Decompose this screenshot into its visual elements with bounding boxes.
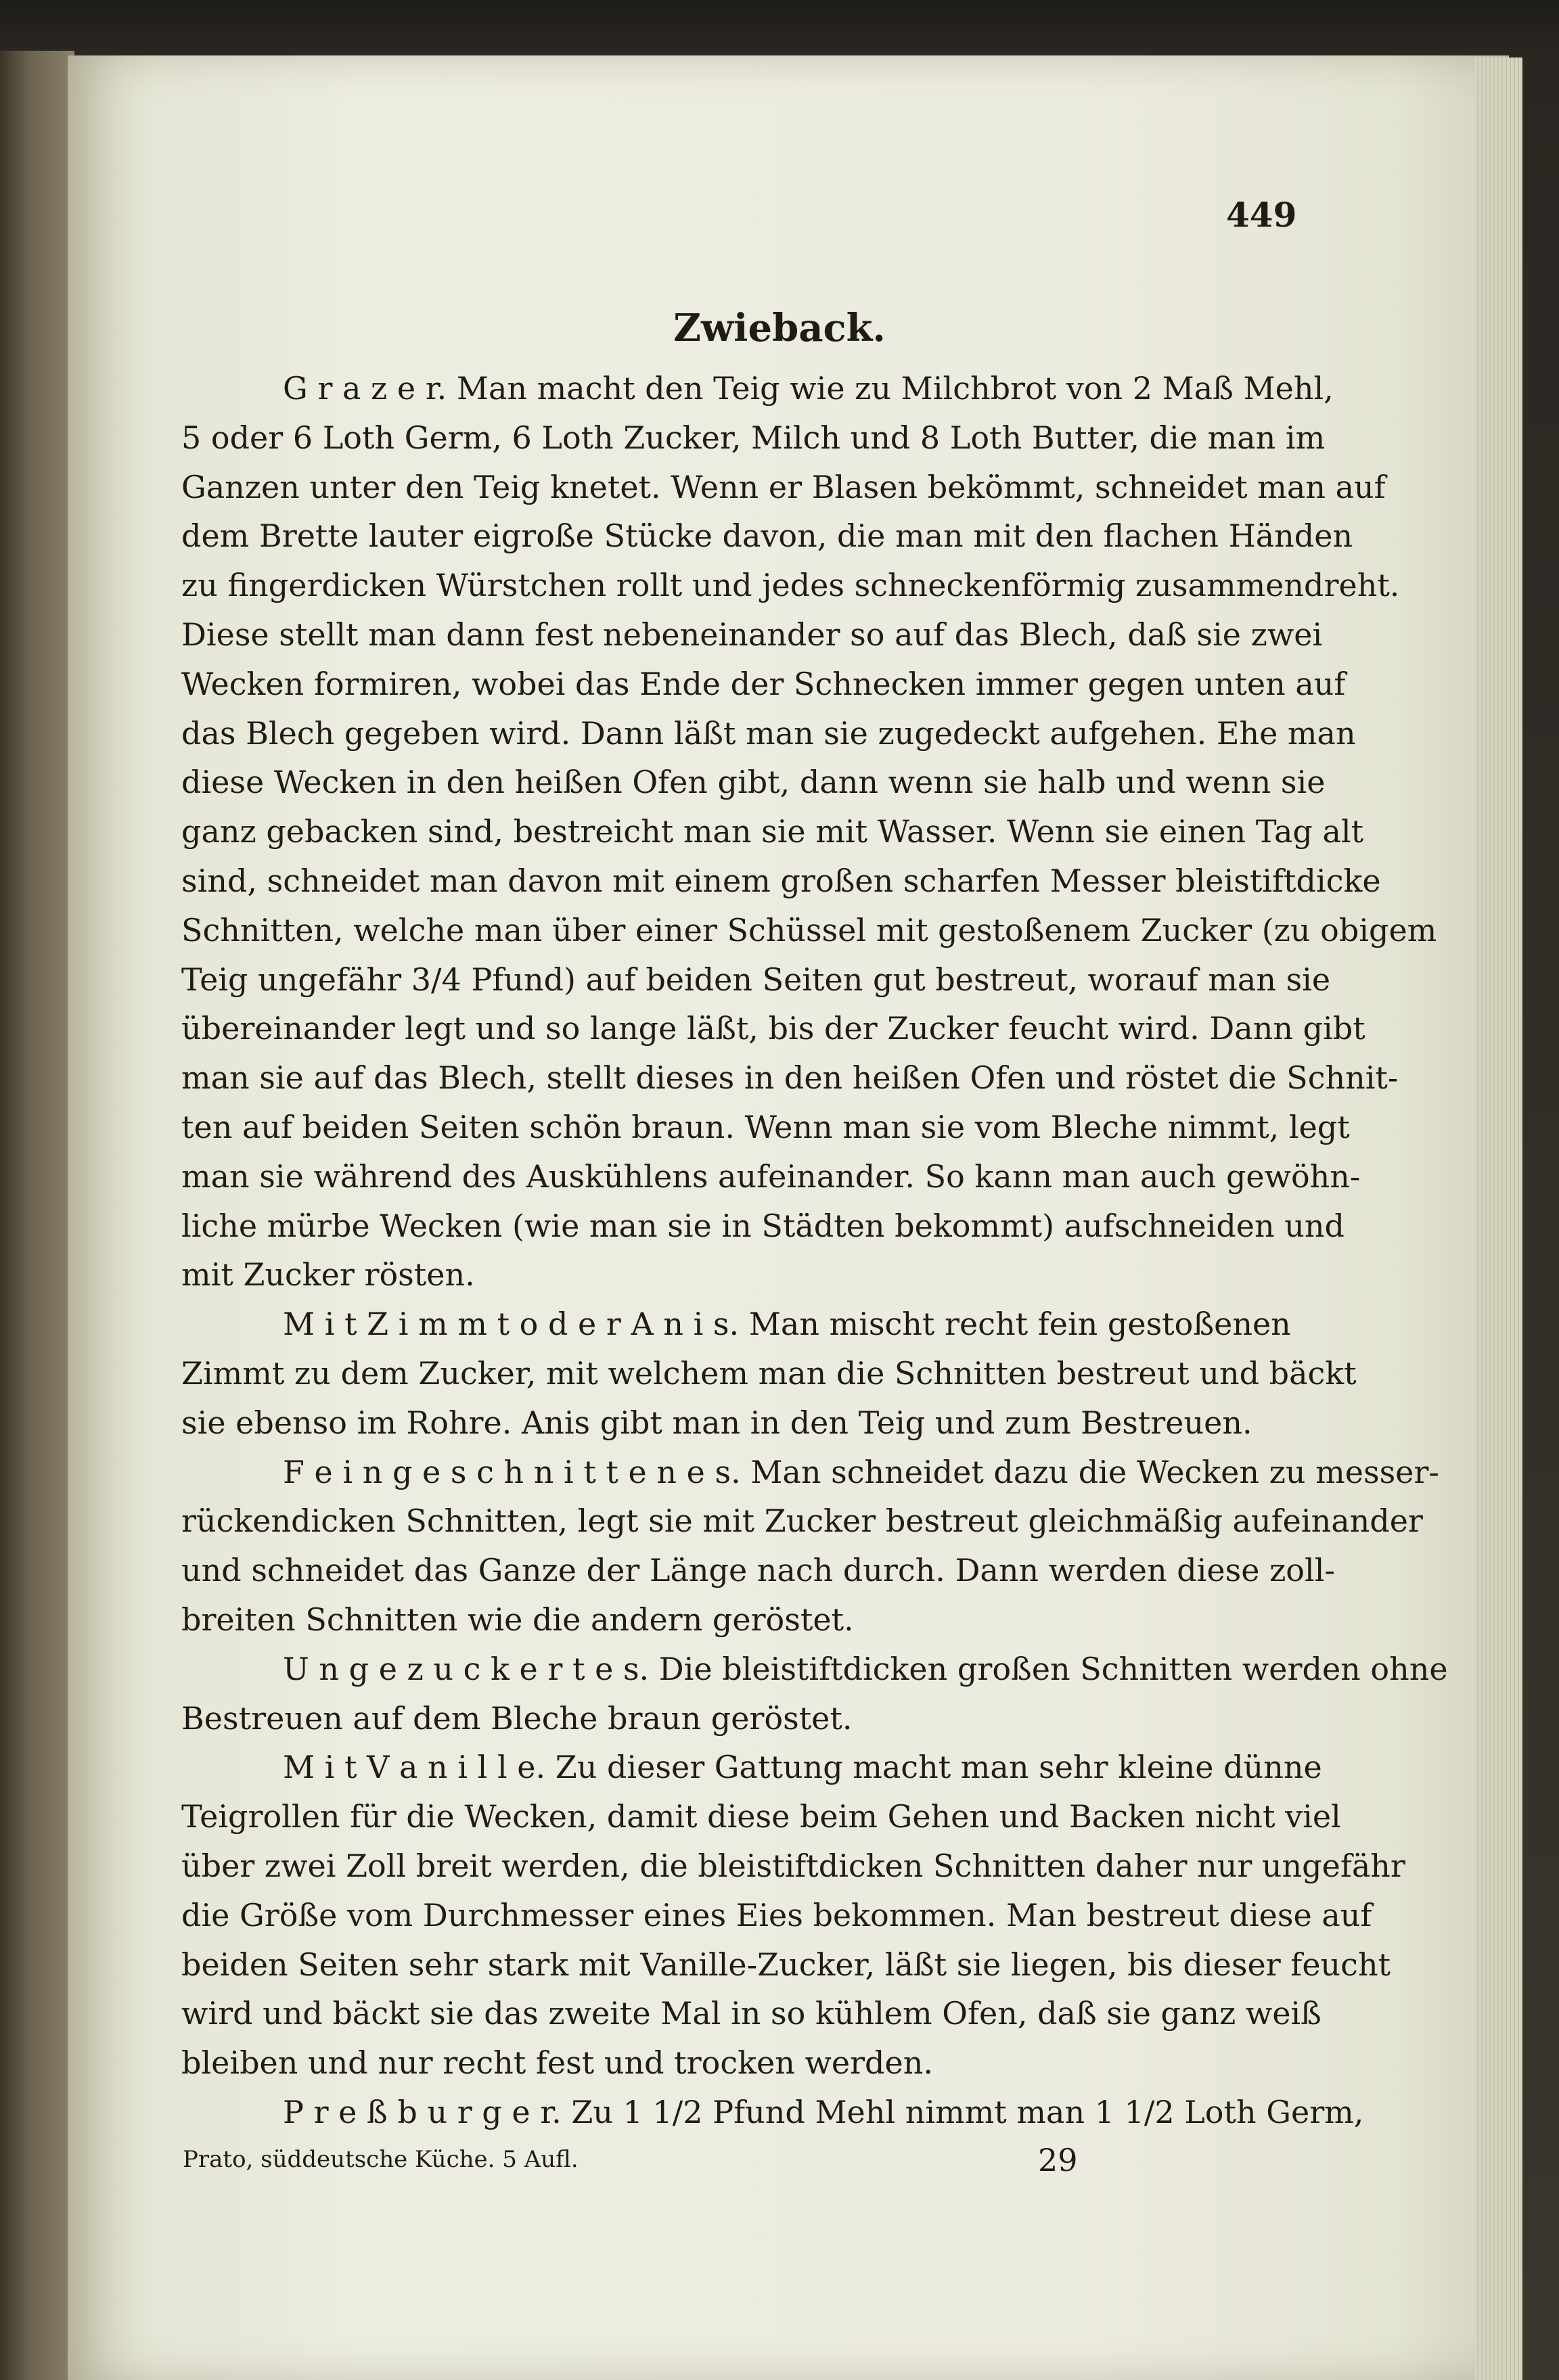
text-line: wird und bäckt sie das zweite Mal in so kühlem Ofen, daß sie ganz weiß [181,1995,1321,2032]
text-line: Ganzen unter den Teig knetet. Wenn er Blasen bekömmt, schneidet man auf [181,469,1386,505]
text-line: M i t Z i m m t o d e r A n i s. Man mischt recht fein gestoßenen [283,1306,1291,1342]
text-line: bleiben und nur recht fest und trocken werden. [181,2044,933,2081]
text-line: mit Zucker rösten. [181,1256,475,1293]
text-line: man sie während des Auskühlens aufeinander. So kann man auch gewöhn- [181,1158,1361,1195]
footer-imprint: Prato, süddeutsche Küche. 5 Aufl. [183,2146,579,2173]
text-line: Wecken formiren, wobei das Ende der Schnecken immer gegen unten auf [181,666,1346,702]
text-line: Diese stellt man dann fest nebeneinander so auf das Blech, daß sie zwei [181,616,1323,653]
text-line: rückendicken Schnitten, legt sie mit Zucker bestreut gleichmäßig aufeinander [181,1503,1423,1539]
text-line: P r e ß b u r g e r. Zu 1 1/2 Pfund Mehl nimmt man 1 1/2 Loth Germ, [283,2094,1364,2130]
text-line: Schnitten, welche man über einer Schüssel mit gestoßenem Zucker (zu obigem [181,912,1437,948]
text-line: Teig ungefähr 3/4 Pfund) auf beiden Seiten gut bestreut, worauf man sie [181,961,1331,998]
text-line: M i t V a n i l l e. Zu dieser Gattung macht man sehr kleine dünne [283,1749,1322,1785]
text-line: über zwei Zoll breit werden, die bleistiftdicken Schnitten daher nur ungefähr [181,1848,1405,1884]
text-line: übereinander legt und so lange läßt, bis der Zucker feucht wird. Dann gibt [181,1010,1365,1047]
book-spine [0,51,74,2380]
text-line: U n g e z u c k e r t e s. Die bleistiftdicken großen Schnitten werden ohne [283,1651,1448,1687]
text-line: man sie auf das Blech, stellt dieses in den heißen Ofen und röstet die Schnit- [181,1059,1399,1096]
text-line: zu fingerdicken Würstchen rollt und jedes schneckenförmig zusammendreht. [181,567,1400,603]
footer-signature: 29 [1038,2142,1078,2178]
text-line: breiten Schnitten wie die andern geröstet. [181,1601,854,1638]
text-line: ganz gebacken sind, bestreicht man sie mit Wasser. Wenn sie einen Tag alt [181,813,1364,850]
text-line: das Blech gegeben wird. Dann läßt man sie zugedeckt aufgehen. Ehe man [181,715,1356,752]
text-line: ten auf beiden Seiten schön braun. Wenn man sie vom Bleche nimmt, legt [181,1109,1350,1145]
section-title: Zwieback. [673,306,886,350]
text-line: Zimmt zu dem Zucker, mit welchem man die Schnitten bestreut und bäckt [181,1355,1357,1392]
text-line: Teigrollen für die Wecken, damit diese beim Gehen und Backen nicht viel [181,1798,1341,1835]
text-line: F e i n g e s c h n i t t e n e s. Man schneidet dazu die Wecken zu messer- [283,1454,1439,1490]
text-line: sie ebenso im Rohre. Anis gibt man in den Teig und zum Bestreuen. [181,1404,1252,1441]
page-number: 449 [1226,195,1297,235]
text-line: die Größe vom Durchmesser eines Eies bekommen. Man bestreut diese auf [181,1897,1372,1933]
text-line: 5 oder 6 Loth Germ, 6 Loth Zucker, Milch und 8 Loth Butter, die man im [181,419,1326,456]
text-line: diese Wecken in den heißen Ofen gibt, dann wenn sie halb und wenn sie [181,764,1326,800]
text-line: beiden Seiten sehr stark mit Vanille-Zucker, läßt sie liegen, bis dieser feucht [181,1946,1391,1983]
text-line: G r a z e r. Man macht den Teig wie zu Milchbrot von 2 Maß Mehl, [283,370,1334,407]
text-line: dem Brette lauter eigroße Stücke davon, die man mit den flachen Händen [181,518,1353,554]
text-line: und schneidet das Ganze der Länge nach durch. Dann werden diese zoll- [181,1552,1335,1588]
page-edges [1475,58,1522,2380]
text-line: liche mürbe Wecken (wie man sie in Städten bekommt) aufschneiden und [181,1208,1345,1244]
text-line: sind, schneidet man davon mit einem großen scharfen Messer bleistiftdicke [181,863,1381,899]
text-line: Bestreuen auf dem Bleche braun geröstet. [181,1700,853,1737]
